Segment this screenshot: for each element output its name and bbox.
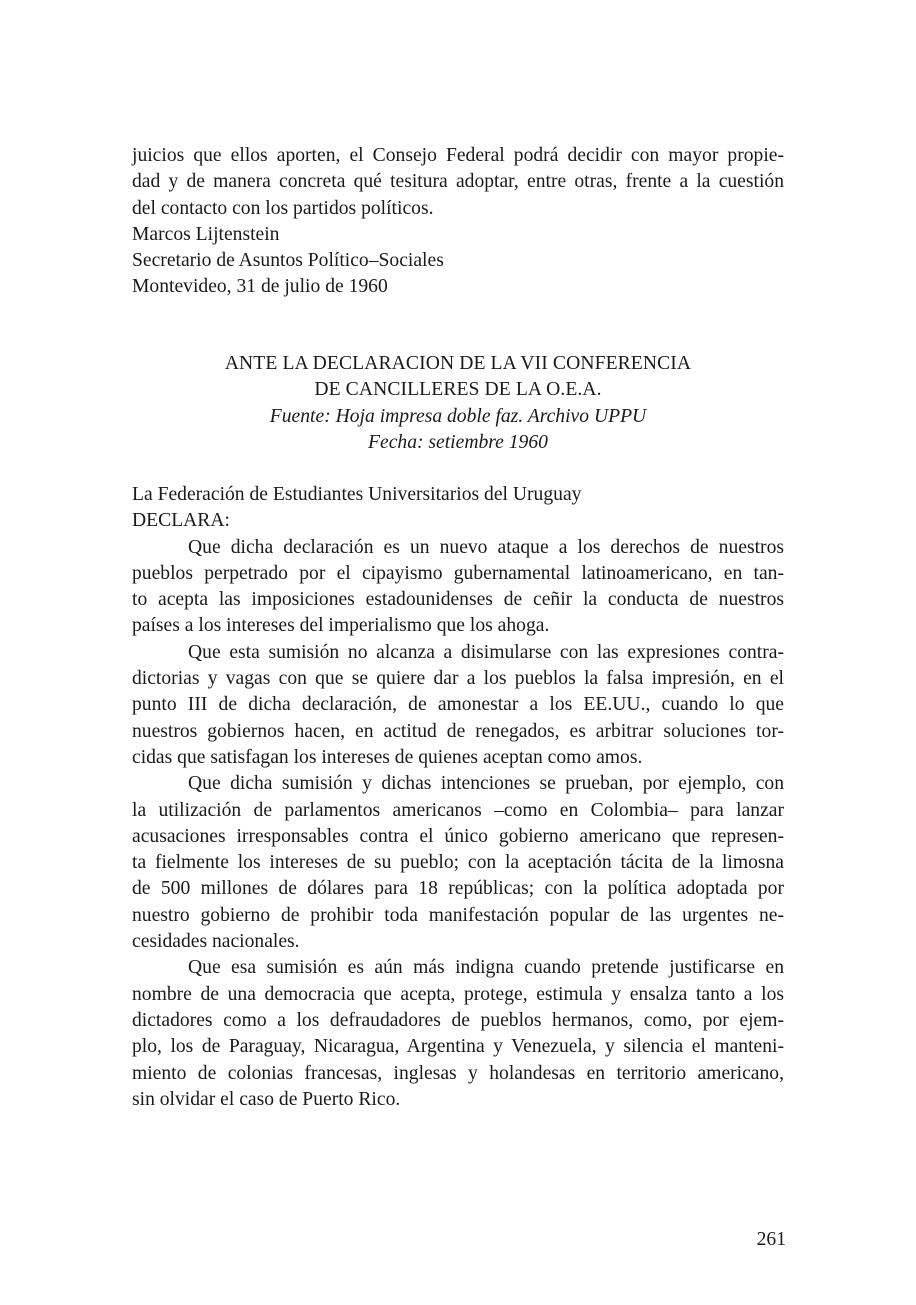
text-line: juicios que ellos aporten, el Consejo Federal podrá decidir con mayor propie- <box>132 145 784 166</box>
heading-date: Fecha: setiembre 1960 <box>368 431 548 453</box>
top-section <box>132 143 784 301</box>
text-line: punto III de dicha declaración, de amonestar a los EE.UU., cuando lo que <box>132 694 784 716</box>
text-line: acusaciones irresponsables contra el único gobierno americano que represen- <box>132 825 784 847</box>
signature-name: Marcos Lijtenstein <box>132 223 280 245</box>
declaration-body <box>132 482 784 1113</box>
paragraph <box>132 535 784 640</box>
signature-title: Secretario de Asuntos Político–Sociales <box>132 250 444 272</box>
paragraph <box>132 955 784 1113</box>
text-line: nombre de una democracia que acepta, protege, estimula y ensalza tanto a los <box>132 983 784 1005</box>
signature-place-date: Montevideo, 31 de julio de 1960 <box>132 276 388 298</box>
page-number: 261 <box>756 1229 786 1250</box>
paragraph <box>132 771 784 955</box>
text-line: pueblos perpetrado por el cipayismo gubernamental latinoamericano, en tan- <box>132 562 784 584</box>
text-line: dictorias y vagas con que se quiere dar a los pueblos la falsa impresión, en el <box>132 668 784 690</box>
heading-title-line-2: DE CANCILLERES DE LA O.E.A. <box>314 379 602 401</box>
text-line: Que dicha sumisión y dichas intenciones se prueban, por ejemplo, con <box>188 773 784 795</box>
text-line: plo, los de Paraguay, Nicaragua, Argentina y Venezuela, y silencia el manteni- <box>132 1036 784 1058</box>
intro-line: La Federación de Estudiantes Universitarios del Uruguay <box>132 484 582 505</box>
text-line: del contacto con los partidos políticos. <box>132 197 434 219</box>
text-line: cidas que satisfagan los intereses de quienes aceptan como amos. <box>132 746 643 768</box>
text-line: dictadores como a los defraudadores de pueblos hermanos, como, por ejem- <box>132 1009 784 1031</box>
text-line: de 500 millones de dólares para 18 repúblicas; con la política adoptada por <box>132 878 784 900</box>
paragraph <box>132 640 784 771</box>
declara-label: DECLARA: <box>132 510 230 532</box>
text-line: miento de colonias francesas, inglesas y holandesas en territorio americano, <box>132 1062 784 1084</box>
heading-source: Fuente: Hoja impresa doble faz. Archivo UPPU <box>269 405 647 427</box>
text-line: dad y de manera concreta qué tesitura adoptar, entre otras, frente a la cuestión <box>132 171 784 193</box>
text-line: Que esa sumisión es aún más indigna cuando pretende justificarse en <box>188 957 784 979</box>
heading-title-line-1: ANTE LA DECLARACION DE LA VII CONFERENCIA <box>224 353 692 374</box>
text-line: países a los intereses del imperialismo que los ahoga. <box>132 615 550 637</box>
text-line: Que esta sumisión no alcanza a disimularse con las expresiones contra- <box>188 641 784 663</box>
text-line: Que dicha declaración es un nuevo ataque a los derechos de nuestros <box>188 536 784 558</box>
section-heading <box>132 351 784 456</box>
text-line: sin olvidar el caso de Puerto Rico. <box>132 1088 401 1110</box>
text-line: nuestro gobierno de prohibir toda manifestación popular de las urgentes ne- <box>132 904 784 926</box>
text-line: la utilización de parlamentos americanos –como en Colombia– para lanzar <box>132 799 784 821</box>
text-line: cesidades nacionales. <box>132 931 300 953</box>
text-line: nuestros gobiernos hacen, en actitud de renegados, es arbitrar soluciones tor- <box>132 720 784 742</box>
text-line: to acepta las imposiciones estadounidenses de ceñir la conducta de nuestros <box>132 589 784 611</box>
text-line: ta fielmente los intereses de su pueblo; con la aceptación tácita de la limosna <box>132 852 784 874</box>
